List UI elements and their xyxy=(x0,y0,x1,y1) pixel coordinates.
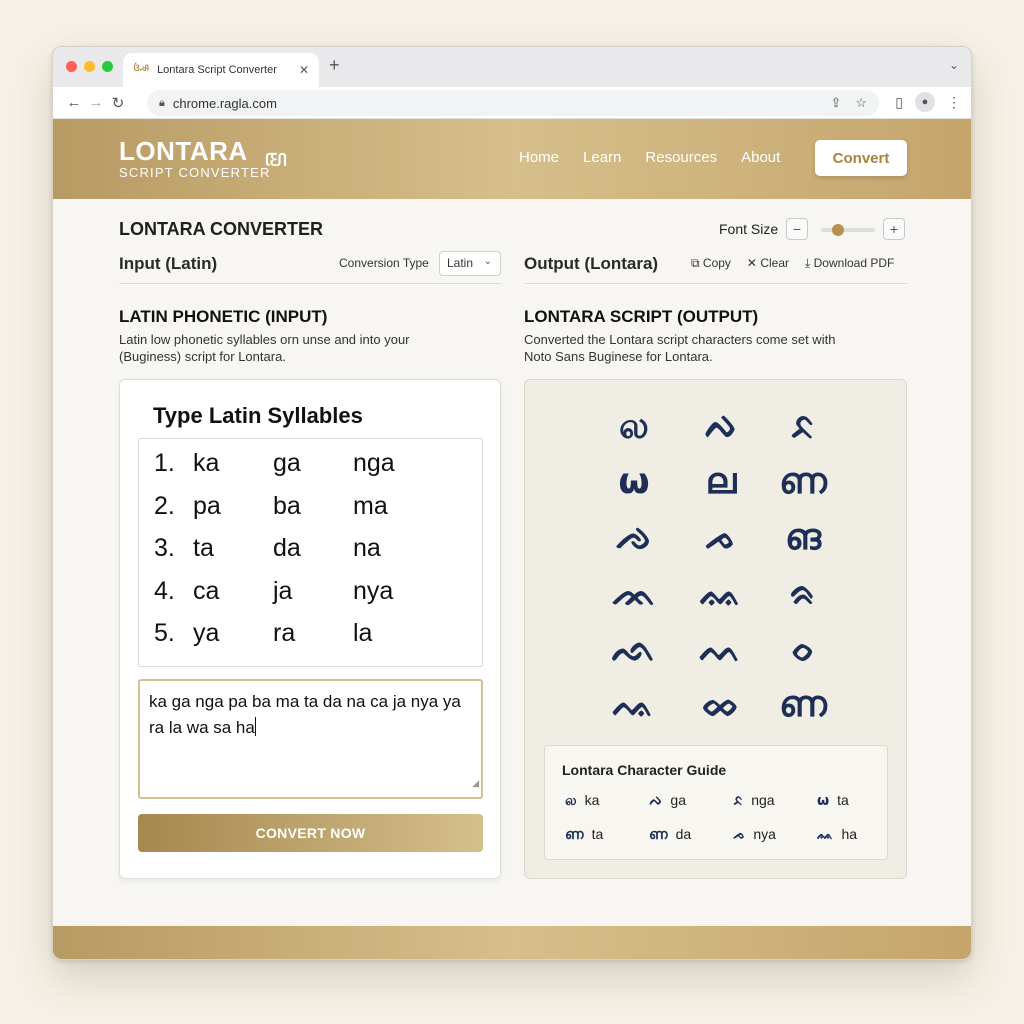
syllable-row-number: 5. xyxy=(154,619,175,647)
output-heading: Output (Lontara) xyxy=(524,254,659,273)
syllable-table xyxy=(138,438,483,667)
guide-glyph: ണ xyxy=(649,827,668,843)
input-description-line2: (Buginess) script for Lontara. xyxy=(119,349,286,364)
clear-icon: ✕ xyxy=(746,256,761,270)
copy-icon: ⧉ xyxy=(691,256,703,270)
input-text-line2 xyxy=(149,715,472,741)
conversion-type-value: Latin xyxy=(447,256,474,270)
guide-glyph: ல xyxy=(565,793,577,809)
download-pdf-button[interactable] xyxy=(805,256,894,271)
input-section-title: LATIN PHONETIC (INPUT) xyxy=(119,307,328,326)
syllable-cell[interactable]: la xyxy=(353,619,373,647)
output-description-line2: Noto Sans Buginese for Lontara. xyxy=(524,349,713,364)
tab-title: Lontara Script Converter xyxy=(157,64,277,76)
syllable-cell[interactable]: na xyxy=(353,534,381,562)
syllable-cell[interactable]: ca xyxy=(193,577,220,605)
font-size-increase-button[interactable]: + xyxy=(883,218,905,240)
syllable-cell[interactable]: ta xyxy=(193,534,214,562)
input-description-line1: Latin low phonetic syllables orn unse and into your xyxy=(119,332,410,347)
side-panel-icon[interactable]: ▯ xyxy=(895,93,903,110)
guide-glyph: ᨍ xyxy=(733,827,746,843)
output-divider xyxy=(524,283,907,284)
site-footer xyxy=(53,926,972,960)
syllable-cell[interactable]: ga xyxy=(273,449,301,477)
syllable-row xyxy=(154,492,484,522)
guide-syllable: nya xyxy=(753,826,776,842)
download-icon: ⤓ xyxy=(805,256,814,270)
syllable-row xyxy=(154,449,484,479)
font-size-decrease-button[interactable]: − xyxy=(786,218,808,240)
copy-button[interactable] xyxy=(691,256,731,271)
tab-close-icon[interactable]: ✕ xyxy=(298,63,309,77)
lontara-glyph: ല xyxy=(705,461,737,502)
profile-avatar[interactable]: ● xyxy=(915,92,935,112)
back-icon[interactable]: ← xyxy=(66,94,82,111)
lontara-glyph: ᨌ xyxy=(615,517,652,558)
logo-glyph-icon: ꦩ xyxy=(264,145,288,172)
syllable-row-number: 4. xyxy=(154,577,175,605)
browser-toolbar xyxy=(53,87,971,119)
conversion-type-select[interactable] xyxy=(439,251,501,276)
guide-syllable: ta xyxy=(591,826,604,842)
output-description xyxy=(524,331,884,365)
tab-favicon-icon: ꦄ xyxy=(133,60,150,74)
browser-tab[interactable] xyxy=(123,53,319,87)
url-text: chrome.ragla.com xyxy=(172,95,277,111)
lontara-glyph: ᨔ xyxy=(790,629,816,670)
lontara-glyph: ᨖ xyxy=(701,684,741,725)
close-window-button[interactable] xyxy=(66,61,77,72)
nav-about[interactable]: About xyxy=(741,149,781,166)
lontara-glyph: ങ xyxy=(784,517,822,558)
main-nav xyxy=(519,149,780,166)
copy-label: Copy xyxy=(702,256,731,270)
minimize-window-button[interactable] xyxy=(84,61,95,72)
browser-window xyxy=(52,46,972,960)
tab-strip xyxy=(53,47,971,87)
more-menu-icon[interactable]: ⋮ xyxy=(947,93,961,110)
maximize-window-button[interactable] xyxy=(102,61,113,72)
type-syllables-label: Type Latin Syllables xyxy=(153,403,363,428)
syllable-cell[interactable]: nga xyxy=(353,449,395,477)
lock-icon: 🔒︎ xyxy=(159,96,165,109)
guide-syllable: da xyxy=(675,826,692,842)
input-heading: Input (Latin) xyxy=(119,254,218,273)
tab-search-chevron-icon[interactable]: ⌄ xyxy=(948,58,959,72)
syllable-cell[interactable]: pa xyxy=(193,492,221,520)
guide-glyph: ᨅ xyxy=(733,793,744,809)
guide-item xyxy=(817,826,857,843)
guide-glyph: ണ xyxy=(565,827,584,843)
guide-item xyxy=(565,792,599,811)
clear-label: Clear xyxy=(760,256,789,270)
output-description-line1: Converted the Lontara script characters come set with xyxy=(524,332,836,347)
nav-home[interactable]: Home xyxy=(519,149,560,166)
input-text-line1: ka ga nga pa ba ma ta da na ca ja nya ya xyxy=(149,692,461,711)
lontara-glyph: ᨑ xyxy=(789,573,817,614)
guide-glyph: ω xyxy=(817,793,830,809)
guide-item xyxy=(649,826,691,843)
lontara-glyph: ᨕ xyxy=(612,684,656,725)
output-section-title: LONTARA SCRIPT (OUTPUT) xyxy=(524,307,759,326)
guide-item xyxy=(649,792,686,809)
input-description xyxy=(119,331,479,365)
guide-syllable: ta xyxy=(837,792,849,808)
address-bar[interactable] xyxy=(147,90,879,116)
clear-button[interactable] xyxy=(747,256,789,271)
guide-item xyxy=(733,826,776,843)
chevron-down-icon: ⌄ xyxy=(483,256,492,267)
logo-title: LONTARA xyxy=(119,136,248,166)
guide-glyph: ᨐ xyxy=(817,827,834,843)
logo-subtitle: SCRIPT CONVERTER xyxy=(119,165,271,180)
syllable-row xyxy=(154,534,484,564)
nav-learn[interactable]: Learn xyxy=(583,149,622,166)
download-label: Download PDF xyxy=(813,256,895,270)
page-title: LONTARA CONVERTER xyxy=(119,219,323,239)
output-actions xyxy=(691,256,894,271)
lontara-glyph: ᨄ xyxy=(703,406,739,447)
reload-icon[interactable]: ↻ xyxy=(111,94,125,112)
site-header xyxy=(53,119,972,199)
guide-syllable: ga xyxy=(670,792,686,808)
guide-item xyxy=(733,792,775,809)
syllable-cell[interactable]: da xyxy=(273,534,301,562)
font-size-label: Font Size xyxy=(719,221,779,237)
lontara-glyph: ണ xyxy=(779,461,827,502)
share-icon[interactable]: ⇪ xyxy=(830,95,842,110)
syllable-row-number: 1. xyxy=(154,449,175,477)
font-size-slider-thumb[interactable] xyxy=(832,224,844,236)
syllable-cell[interactable]: ba xyxy=(273,492,301,520)
lontara-glyph: ω xyxy=(618,461,650,502)
syllable-cell[interactable]: nya xyxy=(353,577,394,605)
lontara-glyph: ல xyxy=(619,406,649,447)
lontara-glyph: ᨒ xyxy=(611,629,657,670)
bookmark-star-icon[interactable]: ☆ xyxy=(855,95,867,110)
lontara-glyph: ᨍ xyxy=(705,517,737,558)
site-logo[interactable] xyxy=(119,136,288,181)
conversion-type-label: Conversion Type xyxy=(339,256,429,270)
syllable-cell[interactable]: ja xyxy=(273,577,293,605)
convert-now-button[interactable]: CONVERT NOW xyxy=(138,814,483,852)
text-caret xyxy=(255,717,256,736)
syllable-cell[interactable]: ya xyxy=(193,619,220,647)
lontara-glyph: ᨓ xyxy=(699,629,743,670)
lontara-glyph: ᨅ xyxy=(789,406,817,447)
latin-input-textarea[interactable] xyxy=(138,679,483,799)
lontara-glyph: ണ xyxy=(779,684,827,725)
guide-syllable: ha xyxy=(841,826,858,842)
lontara-glyph: ᨏ xyxy=(611,573,657,614)
syllable-row-number: 2. xyxy=(154,492,175,520)
new-tab-icon[interactable]: + xyxy=(329,55,340,75)
font-size-slider[interactable] xyxy=(821,228,875,232)
syllable-cell[interactable]: ra xyxy=(273,619,296,647)
syllable-cell[interactable]: ka xyxy=(193,449,220,477)
character-guide-title: Lontara Character Guide xyxy=(562,762,727,778)
character-guide xyxy=(544,745,888,860)
guide-item xyxy=(565,826,603,843)
guide-syllable: ka xyxy=(584,792,600,808)
forward-icon[interactable]: → xyxy=(88,94,104,111)
resize-grip-icon[interactable]: ◢ xyxy=(472,778,479,788)
syllable-row-number: 3. xyxy=(154,534,175,562)
syllable-row xyxy=(154,619,484,649)
syllable-cell[interactable]: ma xyxy=(353,492,388,520)
nav-resources[interactable]: Resources xyxy=(645,149,718,166)
guide-glyph: ᨄ xyxy=(649,793,663,809)
guide-item xyxy=(817,792,849,809)
lontara-glyph: ᨐ xyxy=(699,573,743,614)
header-convert-button[interactable]: Convert xyxy=(815,140,907,176)
syllable-row xyxy=(154,577,484,607)
input-divider xyxy=(119,283,501,284)
guide-syllable: nga xyxy=(751,792,775,808)
input-text-line2-value: ra la wa sa ha xyxy=(149,718,255,737)
